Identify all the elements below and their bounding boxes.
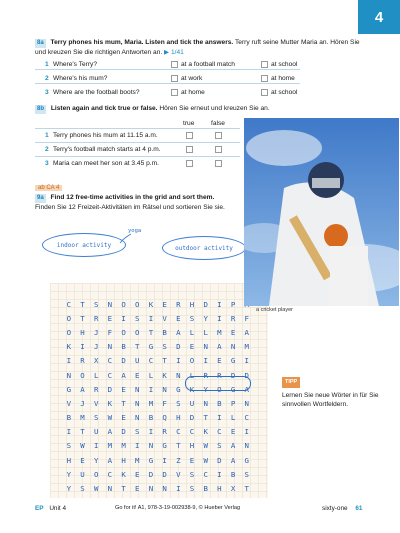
grid-letter: O [121,299,126,309]
grid-letter: D [203,299,208,309]
grid-letter: O [217,384,222,394]
grid-letter: V [162,313,167,323]
grid-letter: Y [203,313,208,323]
footer-unit: Unit 4 [49,505,67,512]
grid-letter: I [162,455,167,465]
grid-letter: G [148,455,154,465]
grid-letter: T [203,413,208,423]
grid-letter: I [66,356,72,366]
grid-letter: C [107,469,113,479]
grid-letter: Y [93,455,99,465]
grid-letter: N [244,441,249,451]
grid-letter: C [176,427,181,437]
grid-letter: H [121,455,126,465]
grid-letter: D [121,356,126,366]
grid-letter: S [66,441,72,451]
grid-letter: C [203,469,208,479]
grid-letter: L [203,327,208,337]
grid-letter: N [135,384,140,394]
tip-text: Lernen Sie neue Wörter in für Sie sinnvollen Wortfeldern. [282,392,379,408]
grid-letter: M [80,413,85,423]
instruction-english: Terry phones his mum, Maria. Listen and tick the answers. [50,39,234,46]
grid-letter: B [230,469,236,479]
grid-letter: K [189,384,195,394]
grid-row [62,340,254,354]
row-number: 2 [45,74,49,82]
exercise-8a-instructions [35,38,365,57]
exercise-label-8a: 8a [37,40,44,46]
grid-letter: P [230,299,236,309]
tip-label: TIPP [282,377,300,388]
grid-letter: G [230,356,236,366]
grid-row [62,467,254,481]
grid-letter: M [148,398,154,408]
grid-letter: W [203,455,208,465]
question-row [45,59,297,69]
grid-letter: S [189,469,195,479]
grid-letter: N [230,342,236,352]
instruction-english: Listen again and tick true or false. [50,105,158,112]
grid-letter: S [189,313,195,323]
grid-letter: U [135,356,140,366]
page-number: 61 [355,505,363,512]
checkbox[interactable] [261,75,268,82]
grid-letter: E [217,356,222,366]
grid-letter: O [66,327,72,337]
question-text: Where's his mum? [53,74,108,82]
grid-letter: E [135,484,140,494]
exercise-9a-instructions [35,193,240,212]
grid-letter: I [66,427,72,437]
grid-letter: T [176,441,181,451]
grid-letter: I [148,313,154,323]
instruction-english: Find 12 free-time activities in the grid and sort them. [50,194,215,201]
grid-letter: T [121,484,126,494]
grid-letter: Y [66,484,72,494]
grid-letter: E [135,469,140,479]
grid-letter: V [176,469,181,479]
grid-letter: S [93,299,99,309]
workbook-tag: ab CA 4 [35,185,62,191]
grid-letter: A [230,441,236,451]
grid-letter: M [121,441,126,451]
grid-letter: C [189,427,195,437]
grid-letter: I [244,427,249,437]
grid-letter: J [93,342,99,352]
grid-letter: V [66,398,72,408]
grid-letter: U [80,469,85,479]
statement-text: Terry's football match starts at 4 p.m. [53,145,161,153]
grid-letter: R [217,370,222,380]
grid-letter: N [203,398,208,408]
grid-letter: C [107,356,113,366]
handwritten-yoga: yoga [128,228,142,234]
grid-letter: S [176,398,181,408]
footer-copyright: Go for it! A1, 978-3-19-002938-9, © Hueber Verlag [115,505,241,511]
grid-letter: O [93,469,99,479]
grid-letter: F [244,313,249,323]
grid-letter: E [230,327,236,337]
grid-letter: A [244,384,249,394]
grid-letter: O [66,313,72,323]
grid-letter: L [189,327,195,337]
indoor-activity-bubble [42,233,126,257]
grid-letter: D [121,427,126,437]
grid-letter: T [80,299,85,309]
grid-row [62,396,254,410]
answer-option: at school [271,88,298,96]
grid-letter: E [80,455,85,465]
checkbox[interactable] [261,89,268,96]
grid-letter: T [121,398,126,408]
bubble-label: outdoor activity [175,244,233,252]
grid-letter: M [135,455,140,465]
grid-letter: I [217,469,222,479]
grid-letter: D [230,370,236,380]
grid-letter: H [176,413,181,423]
footer-left [35,505,66,512]
grid-letter: O [80,370,85,380]
grid-letter: B [121,342,126,352]
grid-letter: A [121,370,126,380]
grid-letter: T [244,484,249,494]
grid-letter: X [93,356,99,366]
grid-letter: R [93,313,99,323]
grid-letter: M [244,342,249,352]
grid-letter: N [107,484,113,494]
question-text: Where are the football boots? [53,88,140,96]
grid-letter: W [80,441,85,451]
grid-letter: Y [66,469,72,479]
grid-row [62,354,254,368]
grid-letter: I [217,413,222,423]
grid-letter: I [203,356,208,366]
grid-letter: B [203,484,208,494]
grid-letter: N [107,299,113,309]
grid-letter: N [162,384,167,394]
grid-letter: W [93,484,99,494]
exercise-label-9a: 9a [37,195,44,201]
grid-row [62,411,254,425]
grid-letter: S [135,427,140,437]
grid-letter: I [80,342,85,352]
statement-text: Terry phones his mum at 11.15 a.m. [53,131,158,139]
grid-letter: C [244,413,249,423]
outdoor-activity-bubble [162,236,246,260]
grid-letter: G [244,455,249,465]
grid-letter: N [135,413,140,423]
grid-letter: X [230,484,236,494]
grid-letter: K [148,299,154,309]
grid-letter: N [148,484,154,494]
grid-letter: T [80,313,85,323]
grid-letter: E [176,313,181,323]
answer-option: at work [181,74,203,82]
answer-option: at home [181,88,205,96]
tf-header [183,118,225,128]
grid-letter: N [203,342,208,352]
checkbox-false[interactable] [215,132,222,139]
grid-letter: O [121,327,126,337]
grid-letter: G [66,384,72,394]
grid-letter: G [148,342,154,352]
instruction-german: Terry ruft seine Mutter Maria an. Hören Sie und kreuzen Sie die richtigen Antworten an. [35,39,360,56]
checkbox[interactable] [171,61,178,68]
checkbox-true[interactable] [186,132,193,139]
grid-row [62,425,254,439]
grid-letter: R [80,356,85,366]
row-number: 1 [45,60,49,68]
question-text: Where's Terry? [53,60,98,68]
bubble-label: indoor activity [56,241,112,249]
grid-letter: E [189,342,195,352]
grid-letter: S [244,469,249,479]
grid-letter: N [176,370,181,380]
connector-line [118,232,134,246]
unit-number-tab [358,0,400,34]
row-number: 3 [45,88,49,96]
checkbox-false[interactable] [215,146,222,153]
checkbox-true[interactable] [186,160,193,167]
grid-letter: I [176,356,181,366]
page-word: sixty-one [322,505,348,512]
grid-letter: L [148,370,154,380]
grid-letter: K [121,469,126,479]
statement-row [45,144,222,154]
grid-letter: Z [176,455,181,465]
grid-letter: A [80,384,85,394]
grid-row [62,325,254,339]
grid-letter: N [107,342,113,352]
checkbox-true[interactable] [186,146,193,153]
checkbox[interactable] [171,89,178,96]
grid-row [62,453,254,467]
grid-letter: V [93,398,99,408]
grid-letter: I [135,441,140,451]
checkbox[interactable] [261,61,268,68]
grid-letter: K [162,370,167,380]
checkbox[interactable] [171,75,178,82]
question-row [45,87,297,97]
grid-letter: J [93,327,99,337]
grid-letter: E [121,384,126,394]
tip-box [282,377,382,409]
grid-letter: D [244,370,249,380]
grid-letter: W [203,441,208,451]
grid-letter: K [203,427,208,437]
checkbox-false[interactable] [215,160,222,167]
grid-letter: S [217,441,222,451]
grid-row [62,439,254,453]
grid-letter: H [189,441,195,451]
divider [35,83,300,84]
grid-letter: G [230,384,236,394]
grid-letter: L [230,413,236,423]
grid-letter: O [135,299,140,309]
grid-letter: O [135,327,140,337]
grid-letter: L [189,370,195,380]
exercise-8b-instructions [35,104,275,114]
grid-letter: H [80,327,85,337]
grid-letter: I [217,313,222,323]
grid-letter: E [135,370,140,380]
row-number: 3 [45,159,49,167]
photo-caption: a cricket player [256,307,293,313]
column-true: true [183,119,195,127]
instruction-german: Finden Sie 12 Freizeit-Aktivitäten im Rätsel und sortieren Sie sie. [35,204,225,211]
grid-letter: N [148,441,154,451]
row-number: 2 [45,145,49,153]
grid-letter: D [189,413,195,423]
audio-icon[interactable]: ▶ [164,49,170,56]
grid-letter: N [162,484,167,494]
grid-letter: I [217,299,222,309]
grid-letter: H [189,299,195,309]
grid-letter: M [107,441,113,451]
grid-letter: H [66,455,72,465]
grid-letter: B [162,327,167,337]
grid-letter: R [230,313,236,323]
grid-letter: A [230,455,236,465]
grid-letter: D [107,384,113,394]
grid-letter: U [93,427,99,437]
grid-letter: N [135,398,140,408]
grid-letter: T [148,327,154,337]
grid-letter: D [217,455,222,465]
exercise-label-8b: 8b [37,106,45,112]
grid-letter: F [162,398,167,408]
grid-row [62,297,254,311]
grid-letter: I [121,313,126,323]
word-search-letters [62,297,254,496]
grid-letter: R [93,384,99,394]
grid-letter: C [107,370,113,380]
grid-letter: S [93,413,99,423]
grid-letter: R [203,370,208,380]
grid-row [62,311,254,325]
grid-letter: T [162,356,167,366]
grid-letter: G [162,441,167,451]
grid-letter: B [66,413,72,423]
grid-letter: E [189,455,195,465]
grid-letter: L [93,370,99,380]
grid-letter: U [189,398,195,408]
divider [35,142,240,143]
grid-letter: E [162,299,167,309]
answer-option: at school [271,60,298,68]
divider [35,156,240,157]
column-false: false [211,119,225,127]
grid-letter: K [107,398,113,408]
grid-letter: I [176,484,181,494]
grid-letter: J [80,398,85,408]
grid-letter: A [107,455,113,465]
question-row [45,73,295,83]
grid-letter: T [80,427,85,437]
grid-letter: P [230,398,236,408]
grid-letter: D [176,342,181,352]
grid-letter: A [244,327,249,337]
grid-letter: M [217,327,222,337]
row-number: 1 [45,131,49,139]
grid-letter: C [217,427,222,437]
statement-row [45,130,222,140]
grid-letter: B [217,398,222,408]
grid-letter: I [93,441,99,451]
grid-letter: E [230,427,236,437]
answer-option: at home [271,74,295,82]
footer-right [322,505,362,512]
grid-letter: D [148,469,154,479]
grid-letter: C [66,299,72,309]
audio-track: 1/41 [170,49,184,56]
grid-letter: I [148,427,154,437]
grid-letter: N [66,370,72,380]
workbook-reference [35,183,62,193]
grid-letter: I [148,384,154,394]
cricket-player-photo [244,118,399,306]
grid-letter: F [107,327,113,337]
grid-letter: A [176,327,181,337]
footer-ep: EP [35,505,44,512]
grid-letter: R [176,299,181,309]
statement-row [45,158,222,168]
grid-letter: D [162,469,167,479]
grid-letter: R [162,427,167,437]
grid-letter: S [80,484,85,494]
grid-letter: N [244,398,249,408]
grid-letter: I [244,356,249,366]
grid-row [62,481,254,495]
grid-letter: E [121,413,126,423]
circled-word-yoga [185,376,251,391]
grid-letter: G [176,384,181,394]
grid-letter: W [107,413,113,423]
instruction-german: Hören Sie erneut und kreuzen Sie an. [159,105,270,112]
grid-letter: S [162,342,167,352]
grid-letter: O [189,356,195,366]
grid-letter: A [107,427,113,437]
grid-letter: K [66,342,72,352]
grid-letter: C [148,356,154,366]
grid-letter: S [135,313,140,323]
grid-letter: A [217,342,222,352]
statement-text: Maria can meet her son at 3.45 p.m. [53,159,159,167]
unit-number: 4 [374,8,384,26]
grid-letter: H [217,484,222,494]
grid-letter: Y [203,384,208,394]
grid-letter: E [107,313,113,323]
divider [35,69,300,70]
grid-letter: S [189,484,195,494]
grid-letter: T [135,342,140,352]
answer-option: at a football match [181,60,235,68]
divider [35,128,240,129]
grid-letter: B [148,413,154,423]
grid-letter: Q [162,413,167,423]
